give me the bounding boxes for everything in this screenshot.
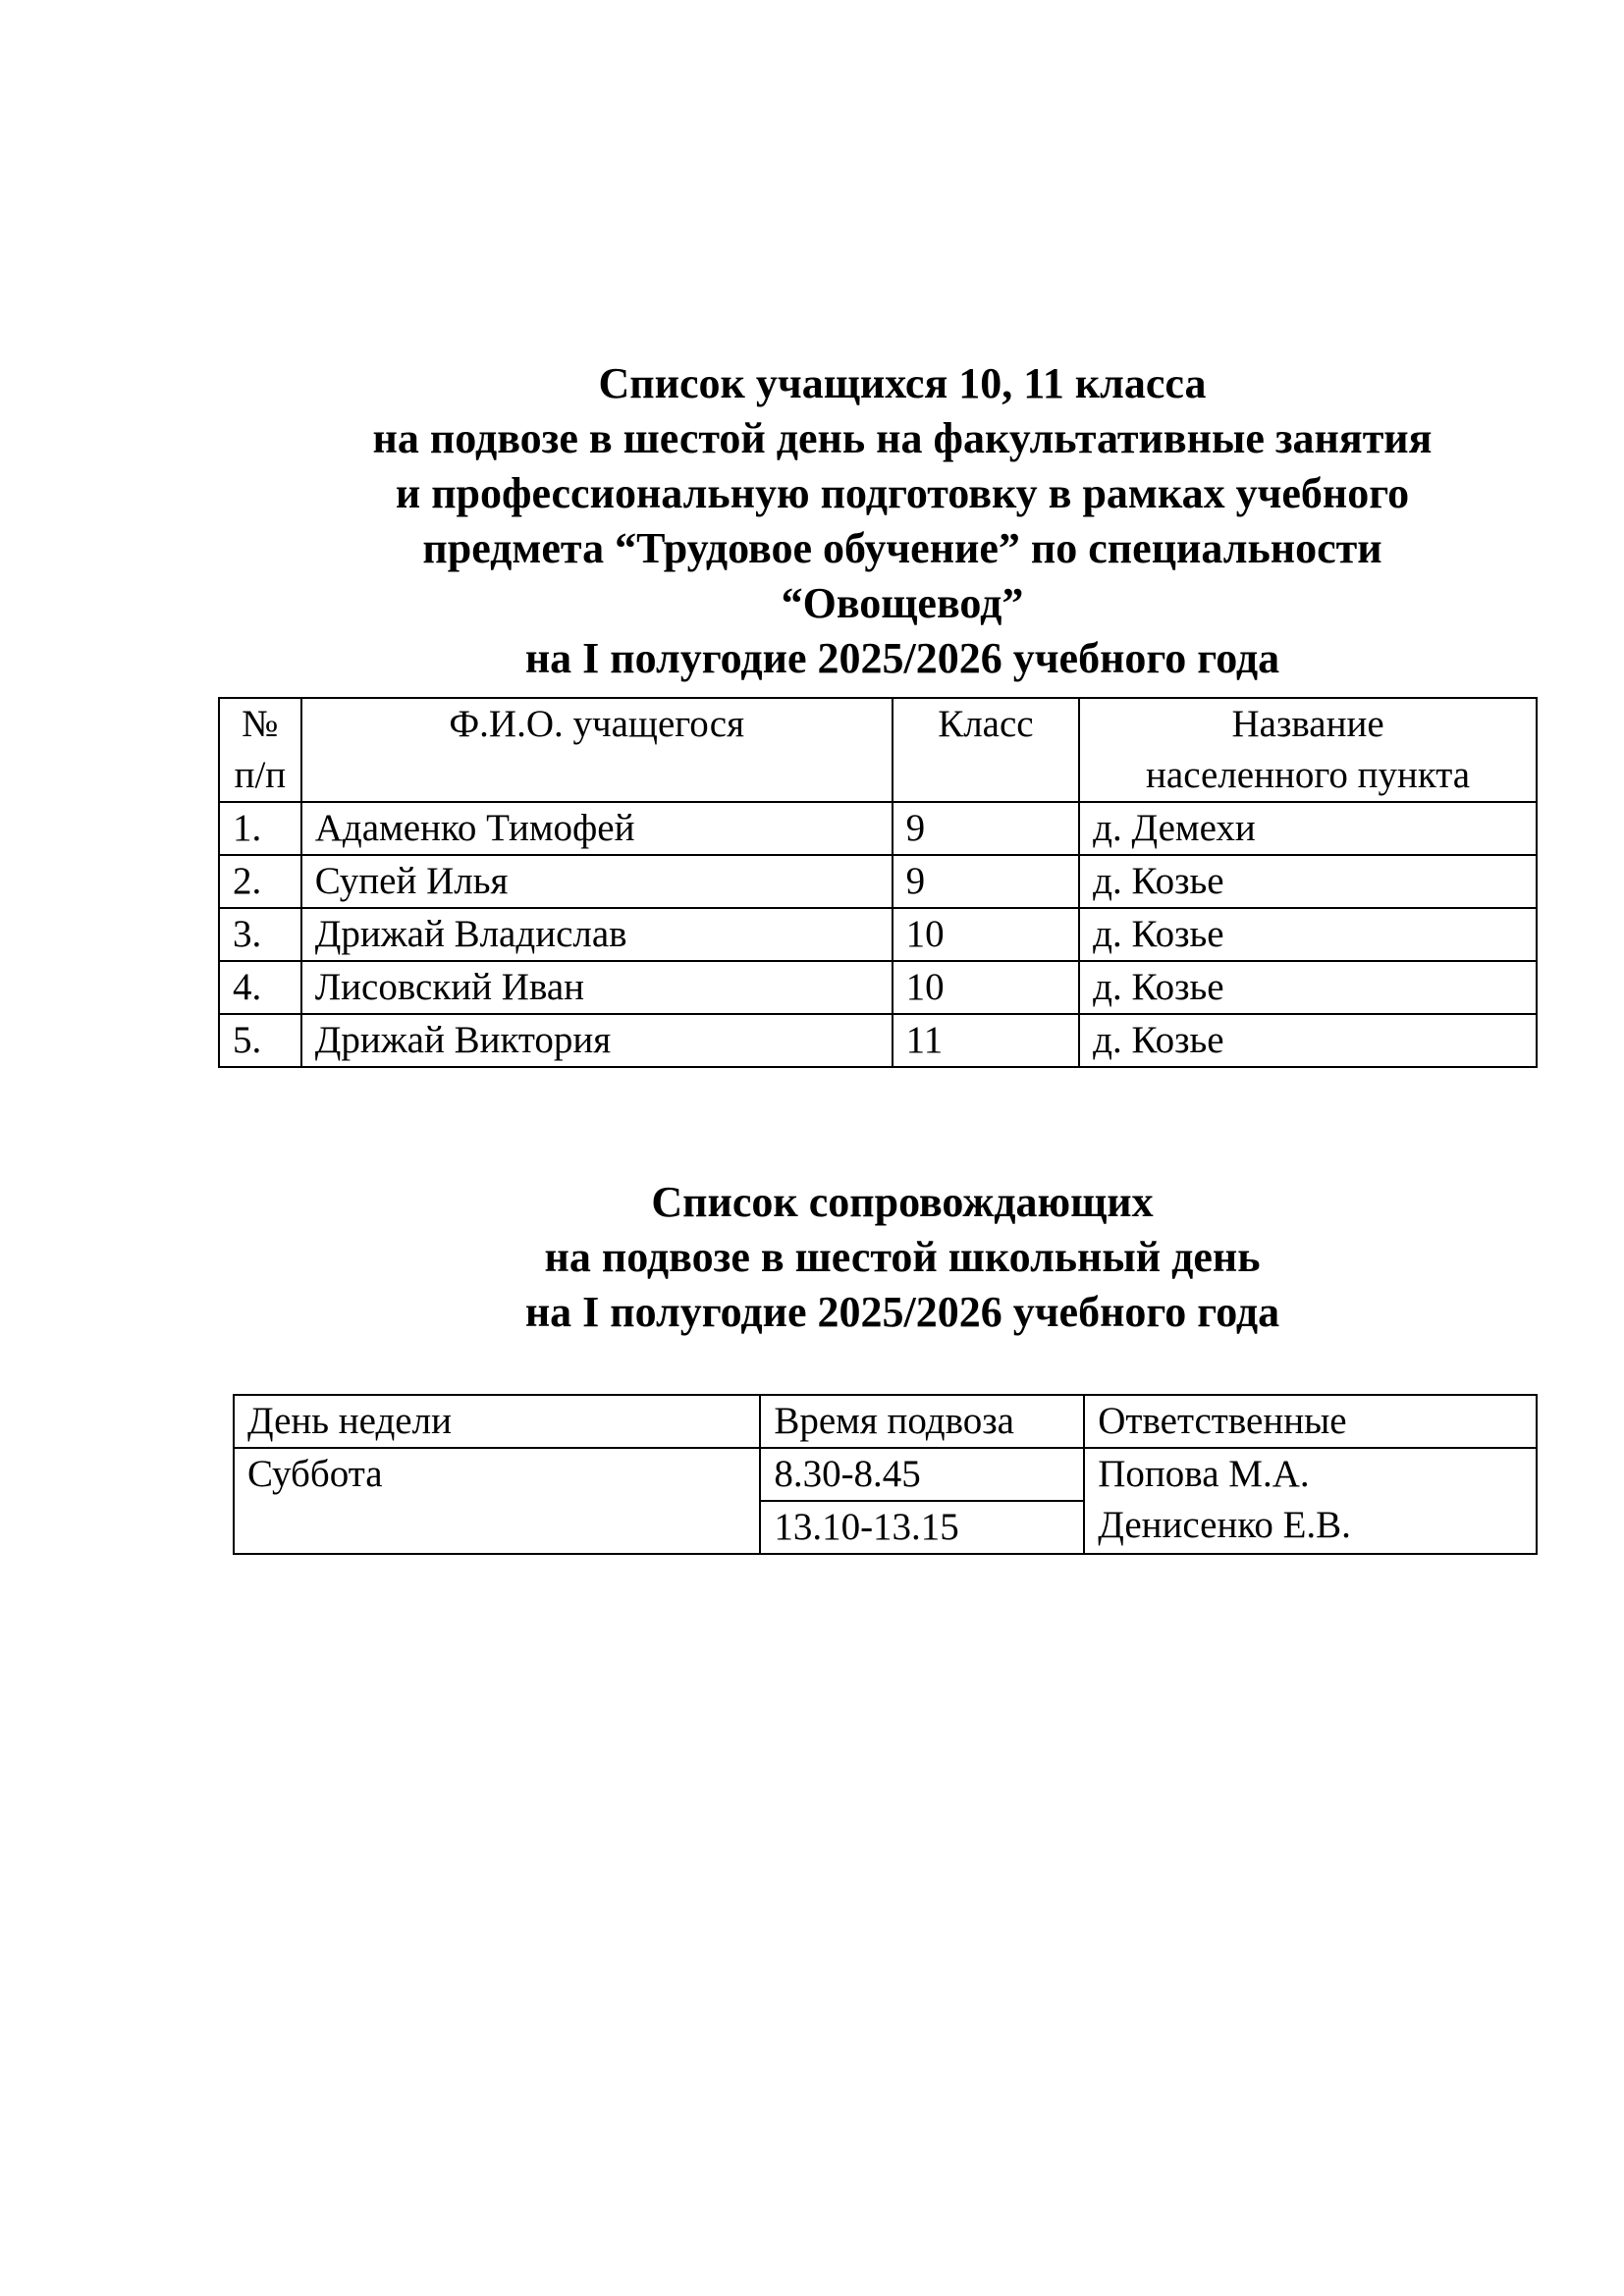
responsible-person: Попова М.А. <box>1098 1453 1310 1495</box>
header-time: Время подвоза <box>760 1395 1084 1448</box>
table-row <box>219 908 1537 961</box>
cell-responsible <box>1084 1448 1537 1554</box>
header-number <box>219 698 301 802</box>
table-header-row <box>234 1395 1537 1448</box>
students-table <box>218 697 1538 1068</box>
table-row <box>219 802 1537 855</box>
cell-number: 5. <box>219 1014 301 1067</box>
escorts-list-title <box>218 1175 1587 1340</box>
title-line: на подвозе в шестой день на факультативные занятия <box>372 414 1433 462</box>
cell-number: 1. <box>219 802 301 855</box>
table-header-row <box>219 698 1537 802</box>
cell-name: Супей Илья <box>301 855 893 908</box>
header-number-line: п/п <box>234 754 287 796</box>
cell-class: 9 <box>893 802 1080 855</box>
cell-name: Лисовский Иван <box>301 961 893 1014</box>
cell-place: д. Козье <box>1079 855 1537 908</box>
cell-class: 10 <box>893 961 1080 1014</box>
cell-place: д. Демехи <box>1079 802 1537 855</box>
header-number-line: № <box>242 703 279 745</box>
cell-name: Адаменко Тимофей <box>301 802 893 855</box>
header-place <box>1079 698 1537 802</box>
students-list-title <box>218 356 1587 686</box>
title-line: и профессиональную подготовку в рамках учебного <box>395 469 1410 517</box>
cell-class: 9 <box>893 855 1080 908</box>
cell-time: 8.30-8.45 <box>760 1448 1084 1501</box>
cell-day: Суббота <box>234 1448 760 1554</box>
table-row <box>234 1448 1537 1501</box>
title-line: на I полугодие 2025/2026 учебного года <box>524 634 1280 682</box>
cell-class: 10 <box>893 908 1080 961</box>
escorts-table <box>233 1394 1538 1555</box>
header-place-line: населенного пункта <box>1146 754 1471 796</box>
cell-place: д. Козье <box>1079 908 1537 961</box>
title-line: Список учащихся 10, 11 класса <box>598 359 1207 407</box>
responsible-person: Денисенко Е.В. <box>1098 1504 1351 1546</box>
header-day: День недели <box>234 1395 760 1448</box>
title-line: Список сопровождающих <box>651 1178 1154 1226</box>
title-line: на подвозе в шестой школьный день <box>544 1233 1261 1281</box>
table-row <box>219 855 1537 908</box>
header-class: Класс <box>893 698 1080 802</box>
table-row <box>219 961 1537 1014</box>
header-name: Ф.И.О. учащегося <box>301 698 893 802</box>
cell-number: 2. <box>219 855 301 908</box>
title-line: “Овощевод” <box>781 579 1024 627</box>
cell-place: д. Козье <box>1079 1014 1537 1067</box>
title-line: на I полугодие 2025/2026 учебного года <box>524 1288 1280 1336</box>
cell-name: Дрижай Владислав <box>301 908 893 961</box>
title-line: предмета “Трудовое обучение” по специальности <box>422 524 1382 572</box>
cell-number: 3. <box>219 908 301 961</box>
header-place-line: Название <box>1231 703 1384 745</box>
cell-time: 13.10-13.15 <box>760 1501 1084 1554</box>
cell-class: 11 <box>893 1014 1080 1067</box>
cell-name: Дрижай Виктория <box>301 1014 893 1067</box>
cell-place: д. Козье <box>1079 961 1537 1014</box>
table-row <box>219 1014 1537 1067</box>
cell-number: 4. <box>219 961 301 1014</box>
header-responsible: Ответственные <box>1084 1395 1537 1448</box>
